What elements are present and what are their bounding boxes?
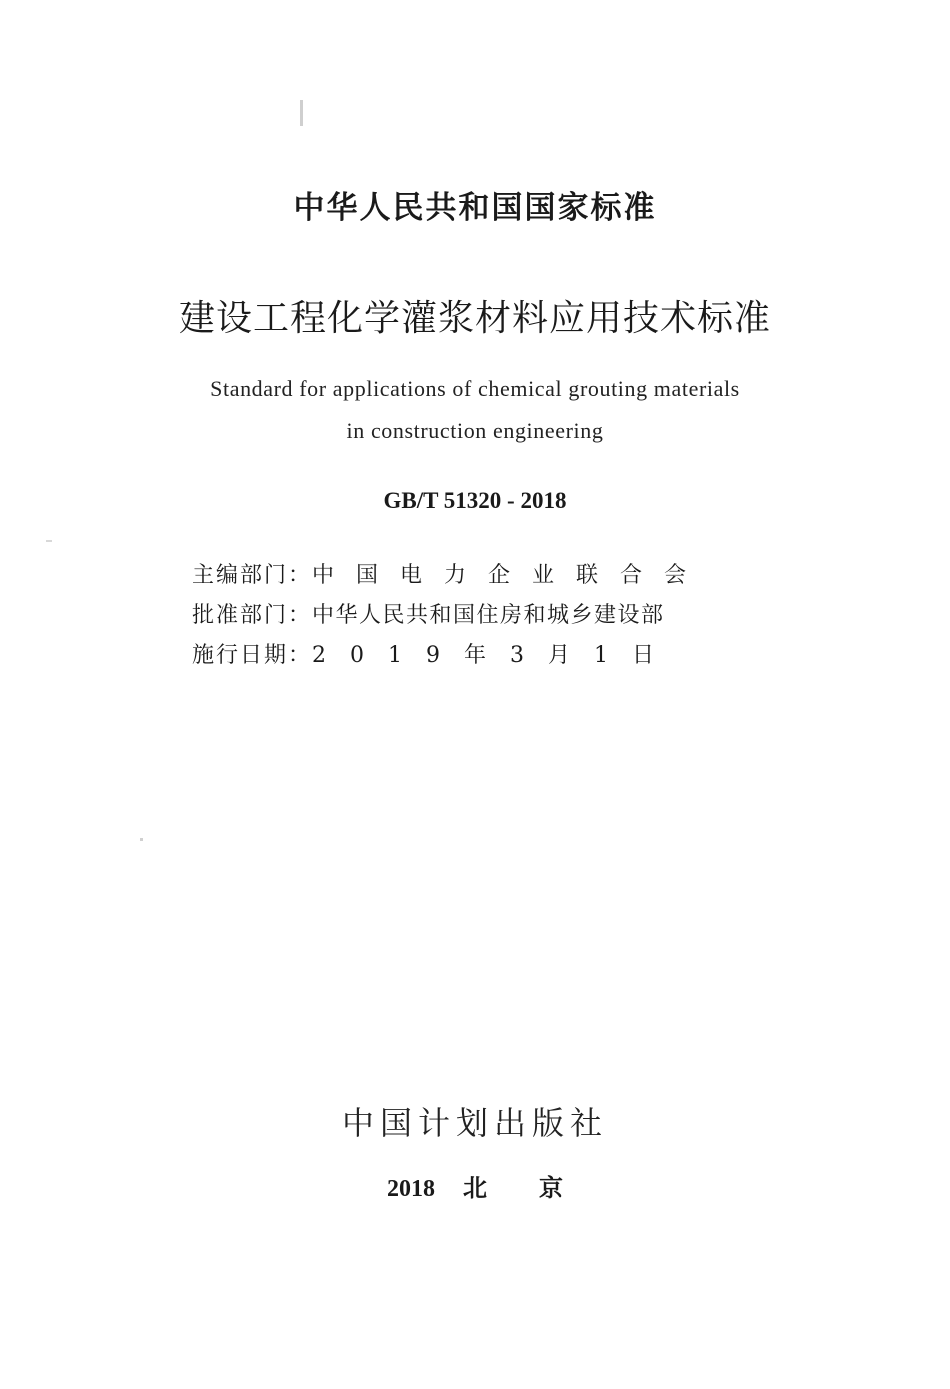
imprint-year: 2018: [387, 1176, 435, 1202]
imprint-city-second: 京: [539, 1176, 563, 1202]
standard-series-heading: 中华人民共和国国家标准: [293, 190, 657, 226]
scan-mark: [300, 100, 303, 126]
approver-row: [192, 596, 752, 636]
editor-row: [192, 556, 752, 596]
approver-label: 批准部门：: [192, 603, 313, 628]
scan-mark: [46, 540, 52, 542]
editor-value: 中国电力企业联合会: [312, 563, 709, 588]
document-title-english-line-1: Standard for applications of chemical grouting materials: [210, 376, 740, 401]
scan-mark: [140, 838, 143, 841]
editor-label: 主编部门：: [192, 563, 313, 588]
imprint-city-first: 北: [463, 1176, 487, 1202]
metadata-block: [192, 556, 752, 676]
effective-date-label: 施行日期：: [192, 643, 313, 668]
document-title-english-line-2: in construction engineering: [346, 418, 604, 443]
document-title-chinese: 建设工程化学灌浆材料应用技术标准: [178, 298, 771, 339]
imprint-line: [0, 1168, 950, 1203]
standard-code: GB/T 51320 - 2018: [383, 488, 567, 513]
effective-date-value: 2019年3月1日: [312, 643, 678, 668]
effective-date-row: [192, 636, 752, 676]
approver-value: 中华人民共和国住房和城乡建设部: [312, 603, 665, 628]
publisher-name: 中国计划出版社: [341, 1104, 608, 1142]
